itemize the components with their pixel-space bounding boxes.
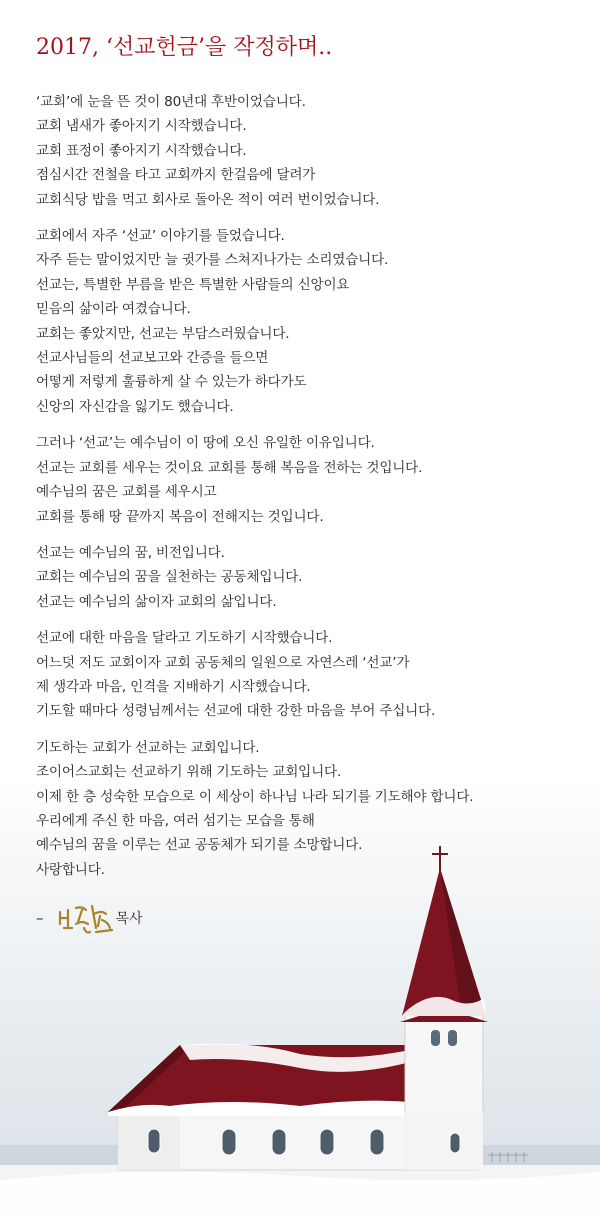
text-line: 예수님의 꿈을 이루는 선교 공동체가 되기를 소망합니다. <box>36 837 363 854</box>
paragraph <box>36 224 576 419</box>
text-line: 우리에게 주신 한 마음, 여러 섬기는 모습을 통해 <box>36 812 315 829</box>
page-title: 2017, ‘선교헌금’을 작정하며.. <box>36 35 333 60</box>
text-line: 선교는 교회를 세우는 것이요 교회를 통해 복음을 전하는 것입니다. <box>36 459 423 476</box>
text-line: 교회를 통해 땅 끝까지 복음이 전해지는 것입니다. <box>36 508 324 525</box>
text-line: ‘교회’에 눈을 뜬 것이 80년대 후반이었습니다. <box>36 94 306 110</box>
text-line: 어느덧 저도 교회이자 교회 공동체의 일원으로 자연스레 ‘선교’가 <box>36 654 410 671</box>
text-line: 신앙의 자신감을 잃기도 했습니다. <box>36 398 234 415</box>
text-line: 교회 표정이 좋아지기 시작했습니다. <box>36 142 247 159</box>
paragraph <box>36 431 576 529</box>
tower-wall <box>405 1015 483 1115</box>
text-line: 기도할 때마다 성령님께서는 선교에 대한 강한 마음을 부어 주십니다. <box>36 703 436 720</box>
text-line: 조이어스교회는 선교하기 위해 기도하는 교회입니다. <box>36 764 342 781</box>
text-line: 믿음의 삶이라 여겼습니다. <box>36 301 191 318</box>
signature-dash: – <box>36 909 44 927</box>
paragraph <box>36 90 576 212</box>
text-line: 사랑합니다. <box>36 861 105 878</box>
signature <box>36 896 143 940</box>
text-line: 교회 냄새가 좋아지기 시작했습니다. <box>36 118 247 135</box>
text-line: 교회에서 자주 ‘선교’ 이야기를 들었습니다. <box>36 228 285 245</box>
text-line: 예수님의 꿈은 교회를 세우시고 <box>36 484 217 501</box>
text-line: 교회는 예수님의 꿈을 실천하는 공동체입니다. <box>36 569 303 586</box>
text-line: 교회식당 밥을 먹고 회사로 돌아온 적이 여러 번이었습니다. <box>36 191 380 208</box>
handwritten-signature <box>56 898 114 938</box>
text-line: 선교는 예수님의 삶이자 교회의 삶입니다. <box>36 593 277 610</box>
text-line: 제 생각과 마음, 인격을 지배하기 시작했습니다. <box>36 678 311 695</box>
text-line: 선교는, 특별한 부름을 받은 특별한 사람들의 신앙이요 <box>36 276 350 293</box>
letter-body <box>36 90 576 894</box>
text-line: 기도하는 교회가 선교하는 교회입니다. <box>36 739 260 756</box>
text-line: 그러나 ‘선교’는 예수님이 이 땅에 오신 유일한 이유입니다. <box>36 435 375 452</box>
text-line: 점심시간 전철을 타고 교회까지 한걸음에 달려가 <box>36 167 316 184</box>
text-line: 이제 한 층 성숙한 모습으로 이 세상이 하나님 나라 되기를 기도해야 합니다. <box>36 788 474 805</box>
text-line: 자주 듣는 말이었지만 늘 귓가를 스쳐지나가는 소리였습니다. <box>36 252 389 269</box>
text-line: 선교사님들의 선교보고와 간증을 들으면 <box>36 350 269 367</box>
signature-role: 목사 <box>115 911 143 927</box>
text-line: 선교에 대한 마음을 달라고 기도하기 시작했습니다. <box>36 630 333 647</box>
text-line: 교회는 좋았지만, 선교는 부담스러웠습니다. <box>36 325 290 342</box>
paragraph <box>36 626 576 724</box>
text-line: 어떻게 저렇게 훌륭하게 살 수 있는가 하다가도 <box>36 374 307 391</box>
paragraph <box>36 736 576 882</box>
text-line: 선교는 예수님의 꿈, 비전입니다. <box>36 544 225 561</box>
paragraph <box>36 541 576 614</box>
